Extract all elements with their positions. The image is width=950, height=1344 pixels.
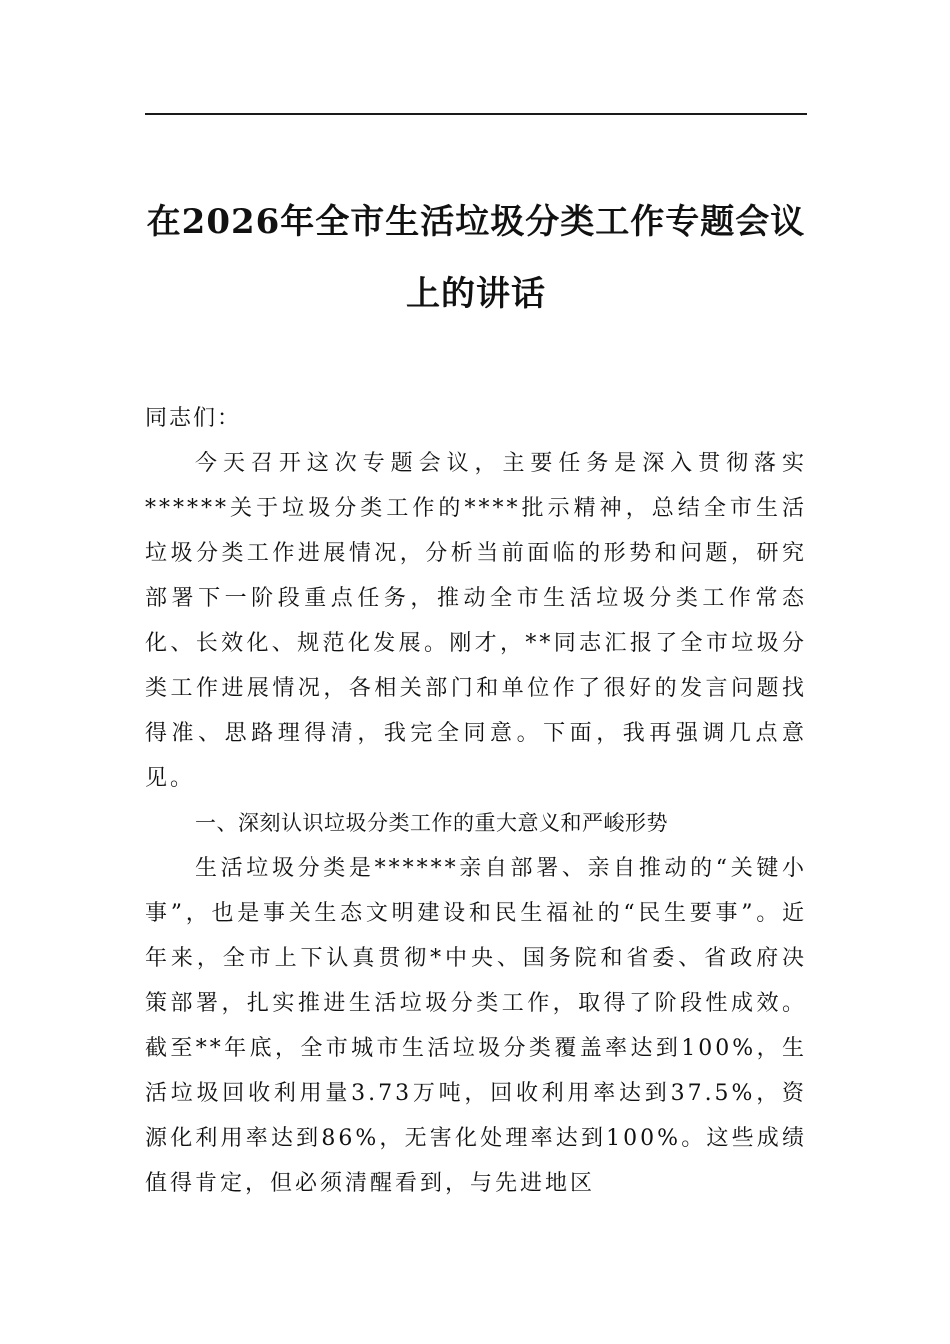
salutation: 同志们： (145, 406, 242, 431)
section-heading-1: 一、深刻认识垃圾分类工作的重大意义和严峻形势 (195, 811, 668, 835)
title-line-1: 在2026年全市生活垃圾分类工作专题会议 (146, 202, 806, 242)
header-divider (145, 113, 807, 115)
document-body (145, 396, 807, 1206)
title-line-2: 上的讲话 (406, 274, 546, 314)
document-title (145, 186, 807, 330)
paragraph-significance: 生活垃圾分类是******亲自部署、亲自推动的“关键小事”，也是事关生态文明建设和民生福祉的“民生要事”。近年来，全市上下认真贯彻*中央、国务院和省委、省政府决策部署，扎实推进生活垃圾分类工作，取得了阶段性成效。截至**年底，全市城市生活垃圾分类覆盖率达到100%，生活垃圾回收利用量3.73万吨，回收利用率达到37.5%，资源化利用率达到86%，无害化处理率达到100%。这些成绩值得肯定，但必须清醒看到，与先进地区 (145, 856, 807, 1196)
paragraph-intro: 今天召开这次专题会议，主要任务是深入贯彻落实******关于垃圾分类工作的****批示精神，总结全市生活垃圾分类工作进展情况，分析当前面临的形势和问题，研究部署下一阶段重点任务，推动全市生活垃圾分类工作常态化、长效化、规范化发展。刚才，**同志汇报了全市垃圾分类工作进展情况，各相关部门和单位作了很好的发言问题找得准、思路理得清，我完全同意。下面，我再强调几点意见。 (145, 451, 807, 791)
